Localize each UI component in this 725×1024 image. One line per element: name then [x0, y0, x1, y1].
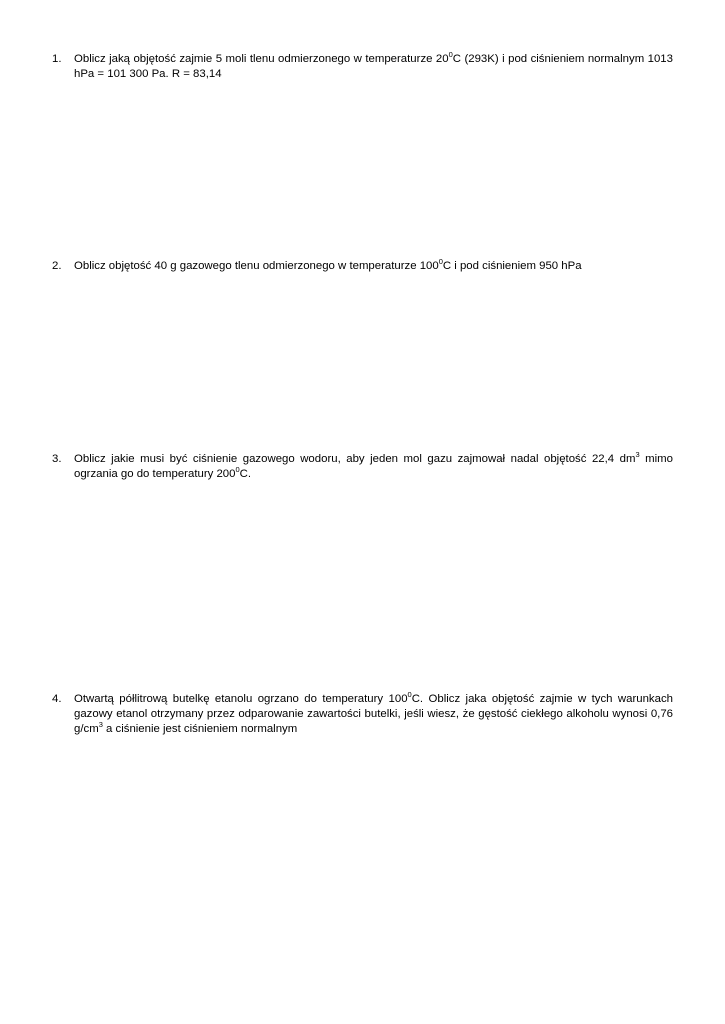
text-segment: Oblicz objętość 40 g gazowego tlenu odmierzonego w temperaturze 100	[74, 260, 439, 272]
task-3	[52, 452, 673, 482]
superscript: 0	[448, 50, 453, 59]
task-number: 1.	[52, 53, 62, 65]
text-segment: Oblicz jakie musi być ciśnienie gazowego wodoru, aby jeden mol gazu zajmował nadal objętość 22,4 dm	[74, 453, 636, 465]
superscript: 0	[438, 257, 443, 266]
task-text	[74, 692, 673, 737]
text-segment: C.	[239, 468, 252, 480]
superscript: 3	[98, 720, 103, 729]
task-1	[52, 52, 673, 82]
text-segment: C i pod ciśnieniem 950 hPa	[442, 260, 582, 272]
text-segment: C (293K) i pod ciśnieniem normalnym 1013 hPa = 101 300 Pa. R = 83,14	[74, 53, 673, 80]
task-number: 3.	[52, 453, 62, 465]
task-4	[52, 692, 673, 737]
task-number: 2.	[52, 260, 62, 272]
task-text	[74, 259, 673, 274]
superscript: 0	[235, 465, 240, 474]
task-text	[74, 452, 673, 482]
text-segment: mimo ogrzania go do temperatury 200	[74, 453, 673, 480]
text-segment: C. Oblicz jaka objętość zajmie w tych warunkach gazowy etanol otrzymany przez odparowanie zawartości butelki, jeśli wiesz, że gęstość ciekłego alkoholu wynosi 0,76 g/cm	[74, 693, 673, 735]
superscript: 0	[407, 690, 412, 699]
text-segment: Otwartą półlitrową butelkę etanolu ogrzano do temperatury 100	[74, 693, 408, 705]
task-2	[52, 259, 673, 274]
superscript: 3	[635, 450, 640, 459]
task-number: 4.	[52, 693, 62, 705]
text-segment: a ciśnienie jest ciśnieniem normalnym	[102, 723, 298, 735]
task-text	[74, 52, 673, 82]
text-segment: Oblicz jaką objętość zajmie 5 moli tlenu odmierzonego w temperaturze 20	[74, 53, 449, 65]
